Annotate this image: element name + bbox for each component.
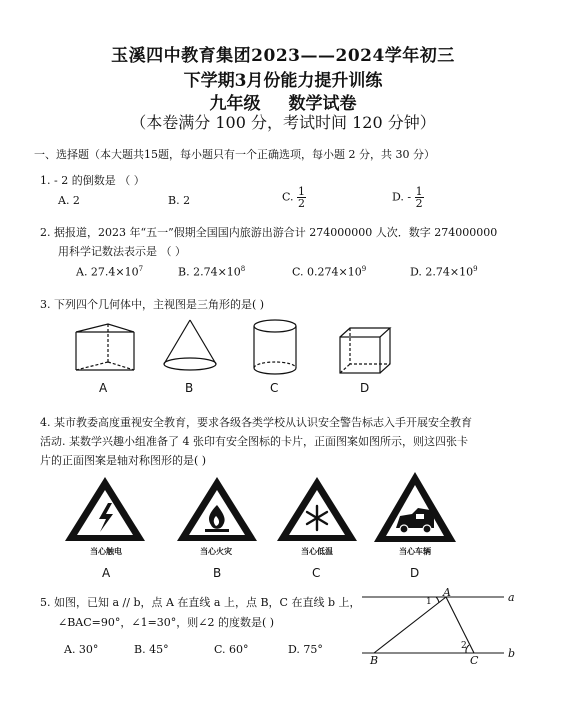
fig-label-angle1: 1: [426, 597, 432, 607]
fig-label-c-point: C: [470, 654, 479, 667]
q1-c-fraction: [297, 186, 306, 209]
q2-option-d: [410, 265, 478, 279]
exam-title-line2: 下学期3月份能力提升训练: [183, 71, 383, 91]
q4-stem-line3: 片的正面图案是轴对称图形的是( ): [40, 454, 207, 467]
q1-option-a: A. 2: [58, 194, 80, 207]
q2-option-c: [292, 265, 366, 279]
q1-option-c: [282, 186, 306, 209]
cone-figure: [160, 316, 220, 376]
q1-d-num: 1: [415, 185, 423, 198]
q2-stem-line1: 2. 据报道，2023 年“五一”假期全国国内旅游出游合计 274000000 人次．数字 274000000: [40, 226, 498, 239]
q1-c-den: 2: [298, 197, 306, 210]
q4-stem-line2: 活动. 某数学兴趣小组准备了 4 张印有安全图标的卡片，正面图案如图所示，则这四张卡: [40, 435, 468, 448]
q3-label-a: A: [99, 381, 108, 395]
q1-stem: 1. - 2 的倒数是 （ ）: [40, 174, 145, 187]
q1-d-fraction: [415, 186, 424, 209]
q2-option-a: [76, 265, 143, 279]
q2-option-b: [178, 265, 245, 279]
q2-b-exp: 8: [240, 265, 246, 273]
q5-stem-line1: 5. 如图，已知 a // b，点 A 在直线 a 上，点 B，C 在直线 b 上，: [40, 596, 361, 609]
q2-d-exp: 9: [473, 265, 478, 273]
exam-title-line4: （本卷满分 100 分，考试时间 120 分钟）: [130, 113, 436, 132]
prism-figure: [72, 318, 142, 376]
q3-stem: 3. 下列四个几何体中，主视图是三角形的是( ): [40, 298, 265, 311]
fig-label-b-point: B: [370, 654, 379, 667]
q1-c-prefix: C.: [282, 190, 294, 204]
electric-shock-sign-icon: [63, 475, 147, 543]
sign-caption-d: 当心车辆: [399, 547, 431, 556]
exam-title-line1: 玉溪四中教育集团2023——2024学年初三: [111, 46, 455, 66]
exam-title-line3: 九年级 数学试卷: [209, 94, 357, 114]
q1-option-d: [392, 186, 424, 209]
q2-stem-line2: 用科学记数法表示是 （ ）: [58, 245, 186, 258]
sign-caption-b: 当心火灾: [200, 547, 232, 556]
q4-label-b: B: [213, 566, 222, 580]
q1-c-num: 1: [298, 185, 306, 198]
q4-label-a: A: [102, 566, 111, 580]
q2-a-exp: 7: [138, 265, 144, 273]
q5-stem-line2: ∠BAC=90°，∠1=30°，则∠2 的度数是( ): [58, 616, 275, 629]
q3-label-d: D: [360, 381, 370, 395]
fig-label-a-point: A: [443, 586, 451, 599]
q4-label-c: C: [312, 566, 321, 580]
fig-label-line-a: a: [508, 591, 515, 604]
q5-option-c: C. 60°: [214, 643, 249, 656]
fig-label-angle2: 2: [461, 641, 467, 651]
sign-caption-a: 当心触电: [90, 547, 122, 556]
q3-label-c: C: [270, 381, 279, 395]
q1-option-b: B. 2: [168, 194, 191, 207]
q5-option-d: D. 75°: [288, 643, 323, 656]
fig-label-line-b: b: [508, 647, 516, 660]
q2-c-base: C. 0.274×10: [292, 265, 362, 279]
cube-figure: [336, 325, 394, 377]
section-title: 一、选择题（本大题共15题，每小题只有一个正确选项，每小题 2 分，共 30 分）: [34, 148, 435, 161]
q4-stem-line1: 4. 某市教委高度重视安全教育，要求各级各类学校从认识安全警告标志入手开展安全教育: [40, 416, 472, 429]
q1-d-prefix: D. -: [392, 190, 412, 204]
cylinder-figure: [250, 318, 300, 380]
q5-option-b: B. 45°: [134, 643, 169, 656]
q2-b-base: B. 2.74×10: [178, 265, 241, 279]
q4-label-d: D: [410, 566, 420, 580]
q2-c-exp: 9: [361, 265, 367, 273]
low-temperature-sign-icon: [275, 475, 359, 543]
q3-label-b: B: [185, 381, 194, 395]
parallel-lines-figure: [358, 584, 518, 670]
q2-a-base: A. 27.4×10: [76, 265, 139, 279]
fire-warning-sign-icon: [175, 475, 259, 543]
q5-option-a: A. 30°: [64, 643, 99, 656]
q1-d-den: 2: [415, 197, 423, 210]
q2-d-base: D. 2.74×10: [410, 265, 474, 279]
vehicle-warning-sign-icon: [372, 470, 458, 544]
sign-caption-c: 当心低温: [301, 547, 333, 556]
